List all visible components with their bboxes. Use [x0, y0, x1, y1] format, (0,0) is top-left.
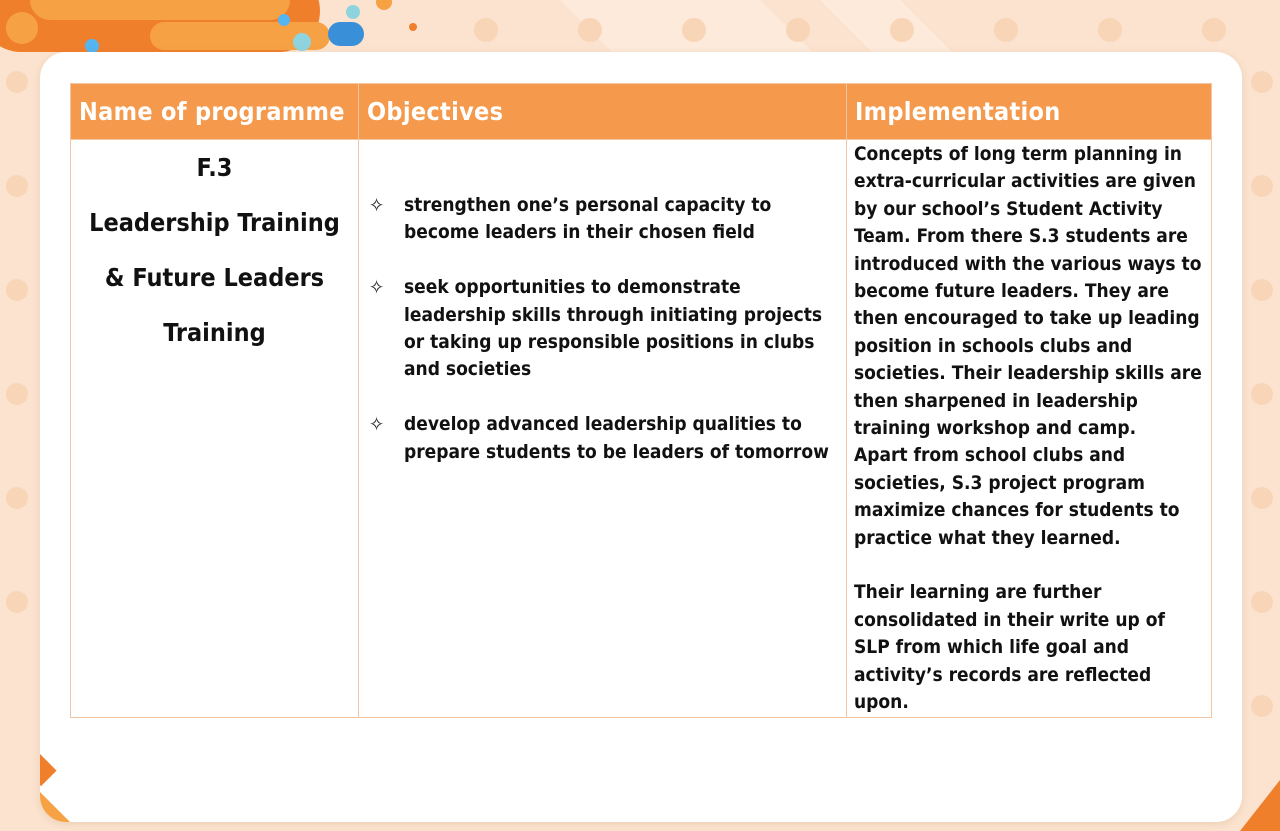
corner-stripe-decoration — [40, 752, 184, 822]
list-item — [367, 411, 832, 466]
paragraph-spacer — [854, 552, 1205, 579]
table-header-row — [71, 84, 1212, 140]
implementation-paragraph: Apart from school clubs and societies, S.3 project program maximize chances for students to practice what they learned. — [854, 444, 1180, 549]
four-point-star-icon: ✧ — [369, 412, 385, 437]
corner-stripe-decoration — [40, 714, 57, 786]
programme-form: F.3 — [196, 153, 233, 182]
list-item — [367, 192, 832, 247]
implementation-paragraph: Concepts of long term planning in extra-curricular activities are given by our school’s Student Activity Team. From there S.3 students are introduced with the various ways to become future leaders. They are then encouraged to take up leading position in schools clubs and societies. Their leadership skills are then sharpened in leadership training workshop and camp. — [854, 143, 1202, 440]
programme-name-cell — [71, 140, 359, 718]
programme-table — [70, 83, 1212, 718]
header-name-of-programme: Name of programme — [71, 84, 359, 140]
objective-text: strengthen one’s personal capacity to become leaders in their chosen field — [404, 194, 772, 244]
four-point-star-icon: ✧ — [369, 275, 385, 300]
programme-title-line: Training — [163, 318, 266, 347]
header-objectives: Objectives — [359, 84, 847, 140]
objectives-cell — [359, 140, 847, 718]
objective-text: develop advanced leadership qualities to prepare students to be leaders of tomorrow — [404, 413, 829, 463]
implementation-paragraph: Their learning are further consolidated in their write up of SLP from which life goal and activity’s records are reflected upon. — [854, 581, 1165, 714]
list-item — [367, 274, 832, 384]
objectives-list — [367, 192, 832, 466]
four-point-star-icon: ✧ — [369, 193, 385, 217]
implementation-cell — [847, 140, 1212, 718]
programme-title-line: Leadership Training — [89, 208, 340, 237]
programme-title-line: & Future Leaders — [104, 263, 325, 292]
header-implementation: Implementation — [847, 84, 1212, 140]
objective-text: seek opportunities to demonstrate leadership skills through initiating projects or taking up responsible positions in clubs and societies — [404, 276, 823, 381]
table-row — [71, 140, 1212, 718]
